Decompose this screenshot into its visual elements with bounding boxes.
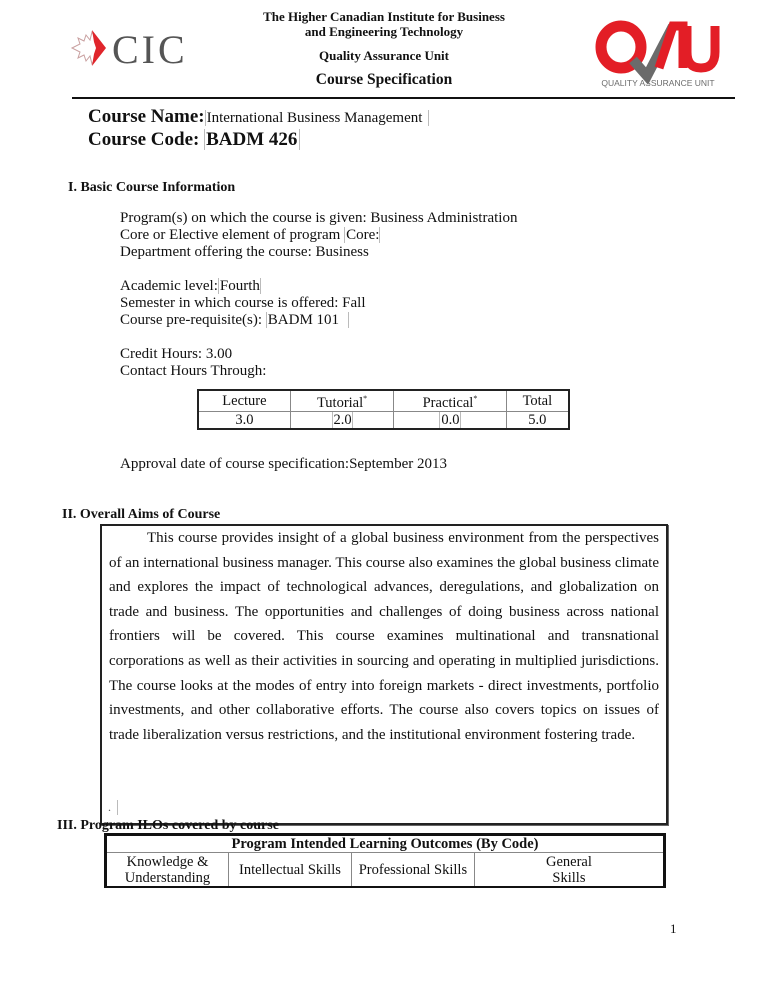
svg-text:CIC: CIC [112, 27, 188, 70]
course-name-row [88, 106, 429, 129]
lecture-hours: 3.0 [198, 411, 290, 429]
page-number: 1 [670, 921, 677, 936]
lecture-header: Lecture [198, 390, 290, 411]
professional-skills-header: Professional Skills [351, 853, 474, 888]
knowledge-understanding-header: Knowledge & Understanding [106, 853, 229, 888]
header-rule [72, 97, 735, 99]
intellectual-skills-header: Intellectual Skills [228, 853, 351, 888]
practical-hours-field[interactable]: 0.0 [441, 411, 460, 428]
course-identity [88, 106, 429, 151]
program-info: Program(s) on which the course is given: Business Administration Core or Elective element of program Core: Department offering the course: Business [120, 210, 518, 260]
semester-value: Fall [342, 295, 366, 311]
program-value: Business Administration [370, 210, 518, 226]
department-value: Business [315, 244, 369, 260]
course-aims-text[interactable]: This course provides insight of a global business environment from the perspectives of an international business manager. This course also examines the global business climate and explores the impact of technological advances, deregulations, and globalization on trade and business. The opportunities and challenges of doing business across national frontiers will be covered. This course examines multinational and transnational corporations as well as their activities in sourcing and operating in multiplied jurisdictions. The course looks at the modes of entry into foreign markets - direct investments, portfolio investments, and other collaborative efforts. The course also covers topics on issues of trade liberalization versus restrictions, and the institutional environment fostering trade. [109, 530, 660, 743]
credit-hours-value: 3.00 [205, 346, 233, 362]
approval-date-value: September 2013 [349, 456, 447, 472]
total-header: Total [506, 390, 569, 411]
course-code-field[interactable]: BADM 426 [204, 129, 300, 150]
doc-title: Course Specification [315, 71, 453, 88]
contact-hours-table [197, 389, 570, 430]
level-info: Academic level: Fourth Semester in which course is offered: Fall Course pre-requisite(s): BADM 101 [120, 278, 366, 328]
institute-name: The Higher Canadian Institute for Business and Engineering Technology [263, 9, 505, 39]
contact-hours-label: Contact Hours Through: [120, 363, 267, 379]
core-elective-field[interactable]: Core: [346, 227, 380, 243]
course-name-label: Course Name: [88, 106, 205, 127]
section-basic-info-heading: I. Basic Course Information [68, 180, 236, 195]
general-skills-header: General Skills [474, 853, 664, 888]
prerequisite-field[interactable]: BADM 101 [266, 312, 349, 328]
table-header-row [198, 390, 569, 411]
section-aims-heading: II. Overall Aims of Course [62, 507, 221, 522]
course-code-row [88, 129, 429, 151]
academic-level-field[interactable]: Fourth [219, 278, 260, 294]
table-row [198, 411, 569, 429]
hours-info: Credit Hours: 3.00 Contact Hours Through: [120, 346, 267, 379]
ilos-table-title: Program Intended Learning Outcomes (By Code) [106, 835, 665, 853]
practical-hours-cell [394, 411, 506, 429]
program-ilos-table [104, 833, 666, 888]
approval-date: Approval date of course specification:September 2013 [120, 456, 447, 472]
tutorial-hours-field[interactable]: 2.0 [333, 411, 352, 428]
aims-trailing-field[interactable]: . [108, 800, 118, 815]
unit-name: Quality Assurance Unit [318, 48, 449, 63]
course-code-label: Course Code: [88, 129, 200, 150]
course-aims-box[interactable] [100, 524, 668, 825]
total-hours: 5.0 [506, 411, 569, 429]
svg-text:QUALITY ASSURANCE UNIT: QUALITY ASSURANCE UNIT [601, 78, 715, 88]
tutorial-hours-cell [290, 411, 393, 429]
practical-header: Practical* [394, 390, 506, 411]
course-name-field[interactable]: International Business Management [205, 110, 430, 126]
section-ilos-heading: III. Program ILOs covered by course [57, 818, 279, 833]
tutorial-header: Tutorial* [290, 390, 393, 411]
table-row [106, 853, 665, 888]
table-header-row [106, 835, 665, 853]
qau-logo [595, 20, 721, 90]
